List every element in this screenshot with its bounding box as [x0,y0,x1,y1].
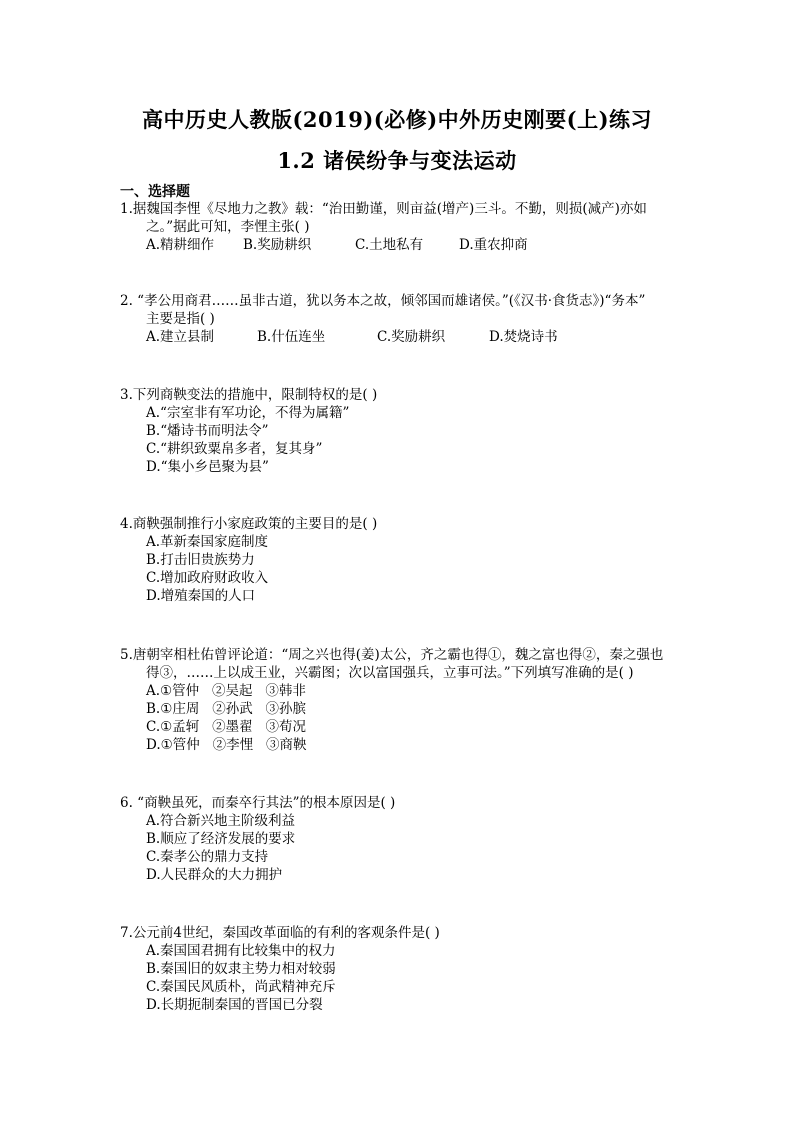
option-d: D.①管仲 ②李悝 ③商鞅 [146,737,307,753]
options-row [120,328,700,346]
question-stem: 4.商鞅强制推行小家庭政策的主要目的是( ) [120,516,378,532]
question-7 [120,924,700,1014]
option-c: C.奖励耕织 [377,329,446,345]
option-d: D.增殖秦国的人口 [146,588,256,604]
option-d: D.长期扼制秦国的晋国已分裂 [146,997,323,1013]
question-stem: 1.据魏国李悝《尽地力之教》载：“治田勤谨，则亩益(增产)三斗。不勤，则损(减产)亦如 [120,201,647,217]
question-stem: 7.公元前4世纪，秦国改革面临的有利的客观条件是( ) [120,925,440,941]
option-a: A.建立县制 [146,329,215,345]
option-a: A.符合新兴地主阶级利益 [146,813,296,829]
option-b: B.秦国旧的奴隶主势力相对较弱 [146,961,336,977]
option-b: B.什伍连坐 [257,329,326,345]
document-title: 高中历史人教版(2019)(必修)中外历史刚要(上)练习 [141,107,653,132]
option-c: C.“耕织致粟帛多者，复其身” [146,441,323,457]
option-c: C.①孟轲 ②墨翟 ③荀况 [146,719,306,735]
option-b: B.顺应了经济发展的要求 [146,831,296,847]
option-b: B.“燔诗书而明法令” [146,423,269,439]
option-a: A.革新秦国家庭制度 [146,534,269,550]
option-c: C.秦国民风质朴，尚武精神充斥 [146,979,336,995]
option-c: C.土地私有 [355,237,424,253]
section-heading: 一、选择题 [120,184,190,200]
option-b: B.奖励耕织 [243,237,312,253]
option-b: B.①庄周 ②孙武 ③孙膑 [146,701,307,717]
question-stem-cont: 主要是指( ) [146,311,215,327]
option-a: A.“宗室非有军功论，不得为属籍” [146,405,350,421]
question-stem-cont: 之。”据此可知，李悝主张( ) [146,219,310,235]
question-5 [120,646,700,754]
option-d: D.人民群众的大力拥护 [146,867,283,883]
option-d: D.重农抑商 [459,237,528,253]
question-stem: 5.唐朝宰相杜佑曾评论道：“周之兴也得(姜)太公，齐之霸也得①，魏之富也得②，秦之强也 [120,647,664,663]
option-b: B.打击旧贵族势力 [146,552,255,568]
question-1 [120,200,700,254]
question-stem: 6. “商鞅虽死，而秦卒行其法”的根本原因是( ) [120,795,396,811]
question-stem: 2. “孝公用商君……虽非古道，犹以务本之故，倾邻国而雄诸侯。”(《汉书·食货志》)“务本” [120,293,646,309]
question-stem-cont: 得③，……上以成王业，兴霸图；次以富国强兵，立事可法。”下列填写准确的是( ) [146,665,634,681]
question-stem: 3.下列商鞅变法的措施中，限制特权的是( ) [120,387,378,403]
options-row [120,236,700,254]
question-6 [120,794,700,884]
option-d: D.焚烧诗书 [489,329,558,345]
question-2 [120,292,700,346]
option-d: D.“集小乡邑聚为县” [146,459,269,475]
option-a: A.①管仲 ②吴起 ③韩非 [146,683,306,699]
option-c: C.秦孝公的鼎力支持 [146,849,269,865]
lesson-title: 1.2 诸侯纷争与变法运动 [277,148,517,173]
option-c: C.增加政府财政收入 [146,570,269,586]
question-3 [120,386,700,476]
question-4 [120,515,700,605]
option-a: A.精耕细作 [146,237,215,253]
option-a: A.秦国国君拥有比较集中的权力 [146,943,336,959]
